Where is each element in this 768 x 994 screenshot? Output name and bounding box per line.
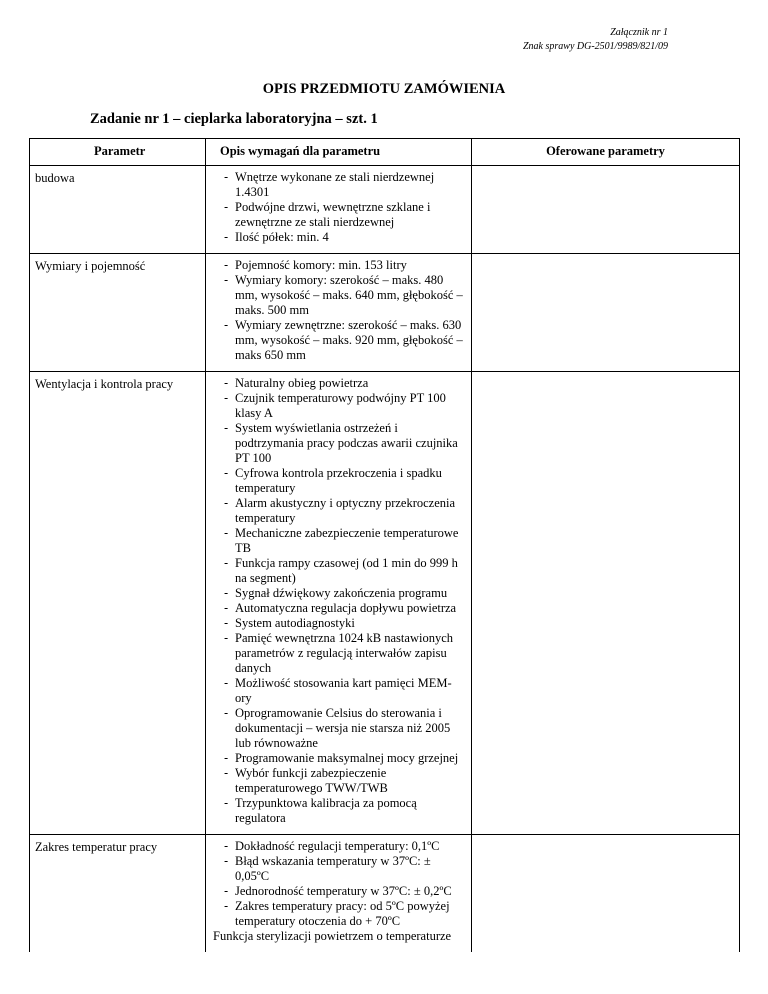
requirements-list xyxy=(211,258,466,363)
list-item: - Możliwość stosowania kart pamięci MEM-ory xyxy=(211,676,466,706)
list-item: - Naturalny obieg powietrza xyxy=(211,376,466,391)
table-header-row xyxy=(30,139,740,166)
header-requirements: Opis wymagań dla parametru xyxy=(206,139,472,166)
case-number: Znak sprawy DG-2501/9989/821/09 xyxy=(523,41,668,52)
requirements-cell xyxy=(206,372,472,835)
list-item: - Wnętrze wykonane ze stali nierdzewnej 1.4301 xyxy=(211,170,466,200)
list-item: - Dokładność regulacji temperatury: 0,1ºC xyxy=(211,839,466,854)
list-item: - Wymiary komory: szerokość – maks. 480 mm, wysokość – maks. 640 mm, głębokość – maks. 500 mm xyxy=(211,273,466,318)
list-item: - Sygnał dźwiękowy zakończenia programu xyxy=(211,586,466,601)
requirements-cell xyxy=(206,835,472,953)
table-row xyxy=(30,835,740,953)
requirements-list xyxy=(211,170,466,245)
parameter-name: Wymiary i pojemność xyxy=(30,254,206,372)
requirements-cell xyxy=(206,166,472,254)
list-item: - Wybór funkcji zabezpieczenie temperaturowego TWW/TWB xyxy=(211,766,466,796)
list-item: - Ilość półek: min. 4 xyxy=(211,230,466,245)
parameter-name: budowa xyxy=(30,166,206,254)
list-item: - Zakres temperatury pracy: od 5ºC powyżej temperatury otoczenia do + 70ºC xyxy=(211,899,466,929)
task-subtitle: Zadanie nr 1 – cieplarka laboratoryjna – szt. 1 xyxy=(90,111,378,127)
header-parameter: Parametr xyxy=(30,139,206,166)
table-row xyxy=(30,166,740,254)
specification-table xyxy=(29,138,740,952)
list-item: - System autodiagnostyki xyxy=(211,616,466,631)
offered-cell[interactable] xyxy=(472,254,740,372)
list-item: - Alarm akustyczny i optyczny przekroczenia temperatury xyxy=(211,496,466,526)
requirements-cell xyxy=(206,254,472,372)
list-item: - Pamięć wewnętrzna 1024 kB nastawionych parametrów z regulacją interwałów zapisu danych xyxy=(211,631,466,676)
requirements-extra-text: Funkcja sterylizacji powietrzem o temperaturze xyxy=(213,929,452,943)
list-item: - Podwójne drzwi, wewnętrzne szklane i zewnętrzne ze stali nierdzewnej xyxy=(211,200,466,230)
parameter-name: Zakres temperatur pracy xyxy=(30,835,206,953)
list-item: - Mechaniczne zabezpieczenie temperaturowe TB xyxy=(211,526,466,556)
parameter-name: Wentylacja i kontrola pracy xyxy=(30,372,206,835)
list-item: - Wymiary zewnętrzne: szerokość – maks. 630 mm, wysokość – maks. 920 mm, głębokość – maks 650 mm xyxy=(211,318,466,363)
table-row xyxy=(30,372,740,835)
list-item: - Cyfrowa kontrola przekroczenia i spadku temperatury xyxy=(211,466,466,496)
list-item: - Jednorodność temperatury w 37ºC: ± 0,2ºC xyxy=(211,884,466,899)
document-header xyxy=(523,26,668,54)
list-item: - Czujnik temperaturowy podwójny PT 100 klasy A xyxy=(211,391,466,421)
list-item: - Trzypunktowa kalibracja za pomocą regulatora xyxy=(211,796,466,826)
offered-cell[interactable] xyxy=(472,166,740,254)
requirements-list xyxy=(211,376,466,826)
attachment-label: Załącznik nr 1 xyxy=(610,27,668,38)
table-row xyxy=(30,254,740,372)
list-item: - Programowanie maksymalnej mocy grzejnej xyxy=(211,751,466,766)
offered-cell[interactable] xyxy=(472,372,740,835)
requirements-list xyxy=(211,839,466,929)
list-item: - Pojemność komory: min. 153 litry xyxy=(211,258,466,273)
list-item: - Funkcja rampy czasowej (od 1 min do 999 h na segment) xyxy=(211,556,466,586)
offered-cell[interactable] xyxy=(472,835,740,953)
list-item: - Automatyczna regulacja dopływu powietrza xyxy=(211,601,466,616)
list-item: - System wyświetlania ostrzeżeń i podtrzymania pracy podczas awarii czujnika PT 100 xyxy=(211,421,466,466)
list-item: - Oprogramowanie Celsius do sterowania i dokumentacji – wersja nie starsza niż 2005 lub równoważne xyxy=(211,706,466,751)
header-offered: Oferowane parametry xyxy=(472,139,740,166)
list-item: - Błąd wskazania temperatury w 37ºC: ± 0,05ºC xyxy=(211,854,466,884)
page-title: OPIS PRZEDMIOTU ZAMÓWIENIA xyxy=(262,81,506,97)
